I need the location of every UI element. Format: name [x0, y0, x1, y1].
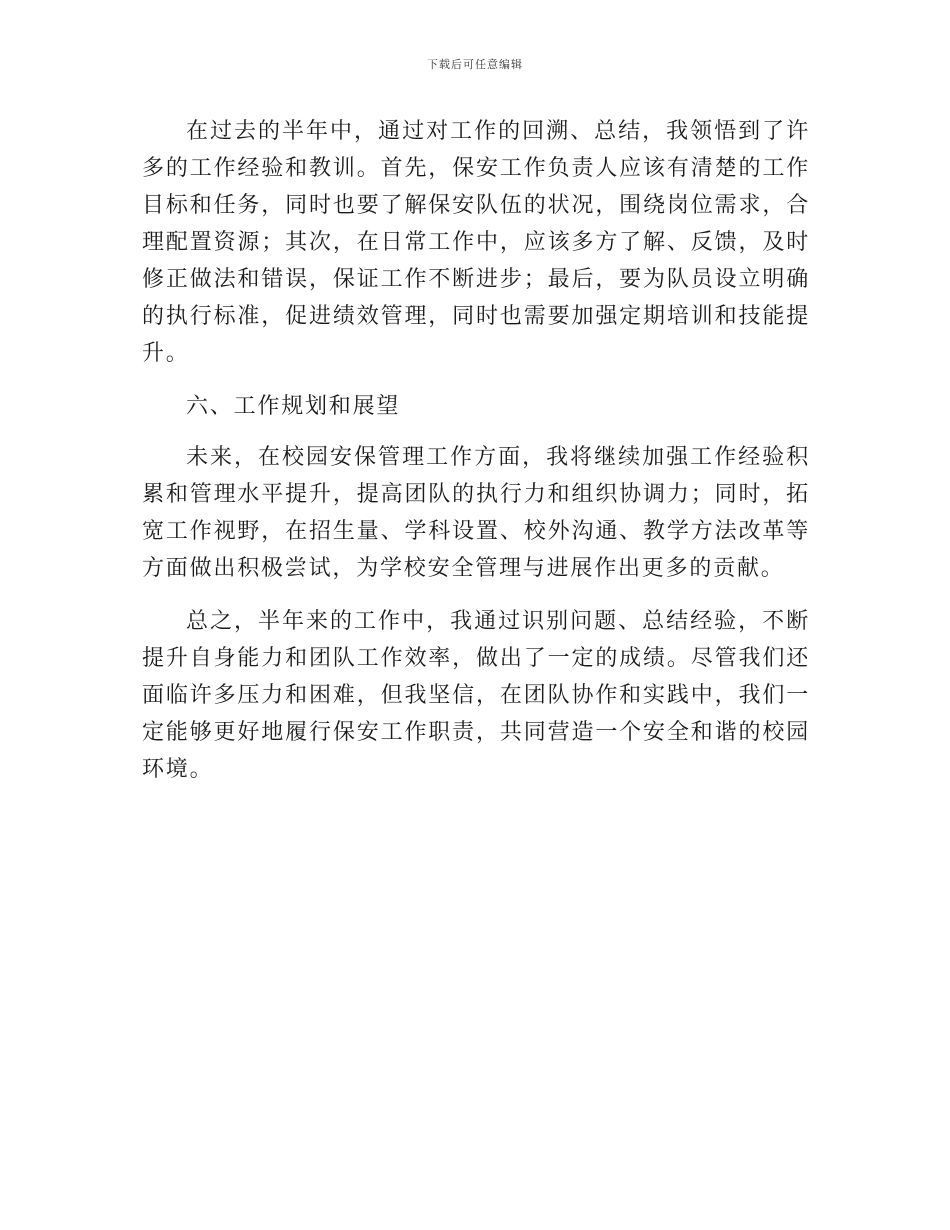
section-heading-planning: 六、工作规划和展望 — [186, 394, 401, 419]
document-body — [142, 113, 810, 788]
paragraph-conclusion: 总之，半年来的工作中，我通过识别问题、总结经验，不断提升自身能力和团队工作效率，做出了一定的成绩。尽管我们还面临许多压力和困难，但我坚信，在团队协作和实践中，我们一定能够更好地履行保安工作职责，共同营造一个安全和谐的校园环境。 — [142, 609, 810, 782]
paragraph-future-plans: 未来，在校园安保管理工作方面，我将继续加强工作经验积累和管理水平提升，提高团队的执行力和组织协调力；同时，拓宽工作视野，在招生量、学科设置、校外沟通、教学方法改革等方面做出积极尝试，为学校安全管理与进展作出更多的贡献。 — [142, 445, 810, 581]
paragraph-lessons-learned: 在过去的半年中，通过对工作的回溯、总结，我领悟到了许多的工作经验和教训。首先，保安工作负责人应该有清楚的工作目标和任务，同时也要了解保安队伍的状况，围绕岗位需求，合理配置资源；其次，在日常工作中，应该多方了解、反馈，及时修正做法和错误，保证工作不断进步；最后，要为队员设立明确的执行标准，促进绩效管理，同时也需要加强定期培训和技能提升。 — [142, 119, 810, 366]
page-header: 下载后可任意编辑 — [427, 58, 523, 71]
